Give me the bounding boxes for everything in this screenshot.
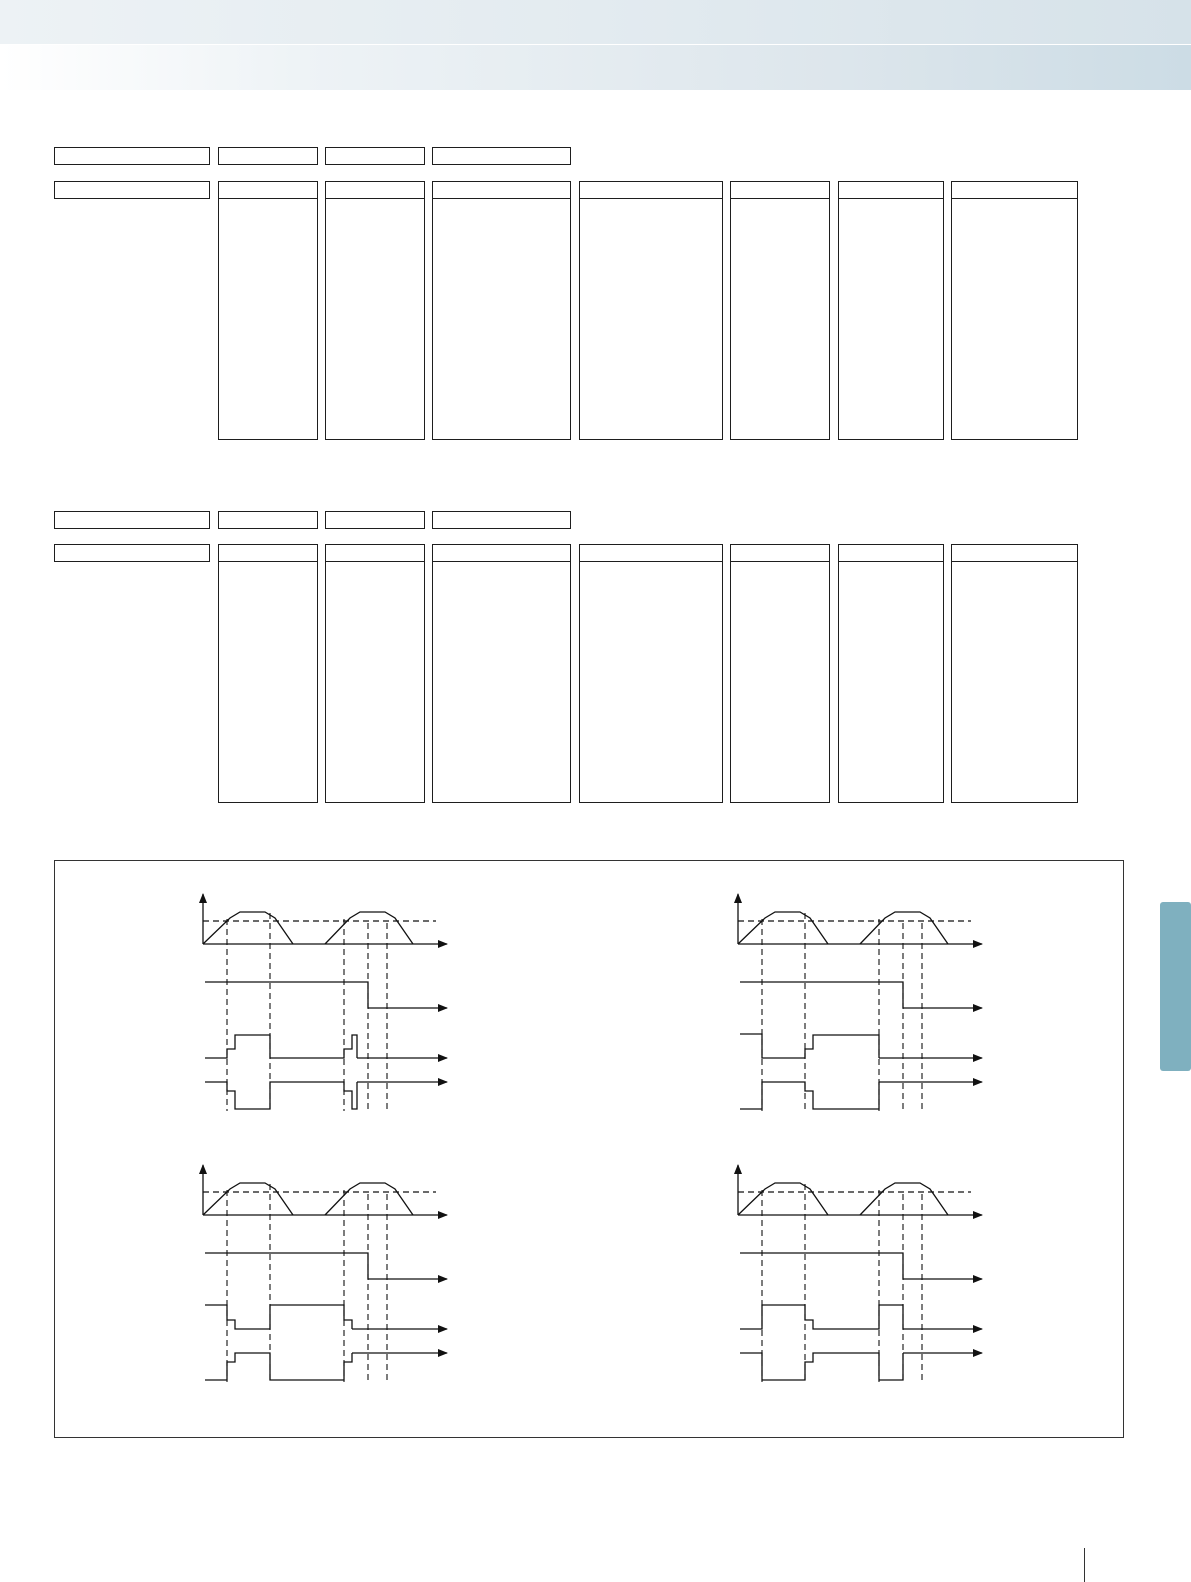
timing-diagram-top-left	[203, 894, 447, 1111]
section-1-column-body	[325, 198, 425, 440]
section-2-column-body	[218, 561, 318, 803]
signal-b	[205, 1035, 357, 1058]
section-1-header-cell	[325, 147, 425, 165]
section-1-column-head	[325, 181, 425, 199]
page-number-rule	[1084, 1548, 1085, 1582]
section-1-column-head	[951, 181, 1078, 199]
section-2-column-body	[951, 561, 1078, 803]
section-2-column-head	[730, 544, 830, 562]
speed-profile-1	[203, 1183, 293, 1215]
speed-profile-2	[860, 912, 948, 944]
speed-profile-2	[325, 1183, 413, 1215]
speed-profile-1	[738, 912, 828, 944]
section-2-row-label	[54, 544, 210, 562]
section-2-header-cell	[325, 511, 425, 529]
section-2-column-head	[218, 544, 318, 562]
section-2-column-head	[432, 544, 571, 562]
signal-c	[205, 1082, 357, 1109]
section-2-column-head	[951, 544, 1078, 562]
section-1-column-body	[218, 198, 318, 440]
section-2-column-body	[838, 561, 944, 803]
timing-diagram-bottom-left	[203, 1165, 447, 1382]
section-2-column-head	[579, 544, 723, 562]
timing-diagram-bottom-right	[738, 1165, 982, 1382]
section-1-row-label	[54, 181, 210, 199]
section-1-column-body	[838, 198, 944, 440]
timing-diagram-panel	[54, 860, 1124, 1438]
speed-profile-2	[325, 912, 413, 944]
header-band	[0, 0, 1191, 44]
timing-diagrams-svg	[55, 861, 1123, 1437]
signal-c	[740, 1082, 879, 1109]
section-1-column-body	[951, 198, 1078, 440]
section-2-column-body	[730, 561, 830, 803]
section-tab-fill	[1160, 902, 1191, 1071]
section-1-column-head	[579, 181, 723, 199]
section-1-column-head	[730, 181, 830, 199]
section-1-column-head	[838, 181, 944, 199]
section-2-column-body	[325, 561, 425, 803]
section-2-header-cell	[54, 511, 210, 529]
timing-diagram-top-right	[738, 894, 982, 1111]
signal-b	[740, 1034, 879, 1058]
section-1-column-body	[432, 198, 571, 440]
section-1-header-cell	[54, 147, 210, 165]
section-2-header-cell	[432, 511, 571, 529]
section-2-header-cell	[218, 511, 318, 529]
section-2-column-head	[325, 544, 425, 562]
section-1-column-head	[432, 181, 571, 199]
section-2-column-body	[432, 561, 571, 803]
speed-profile-2	[860, 1183, 948, 1215]
subheader-band	[0, 45, 1191, 90]
section-1-header-cell	[218, 147, 318, 165]
section-1-column-body	[730, 198, 830, 440]
speed-profile-1	[203, 912, 293, 944]
section-1-header-cell	[432, 147, 571, 165]
section-2-column-body	[579, 561, 723, 803]
section-2-column-head	[838, 544, 944, 562]
section-tab[interactable]	[1160, 902, 1191, 1071]
speed-profile-1	[738, 1183, 828, 1215]
section-1-column-body	[579, 198, 723, 440]
section-1-column-head	[218, 181, 318, 199]
